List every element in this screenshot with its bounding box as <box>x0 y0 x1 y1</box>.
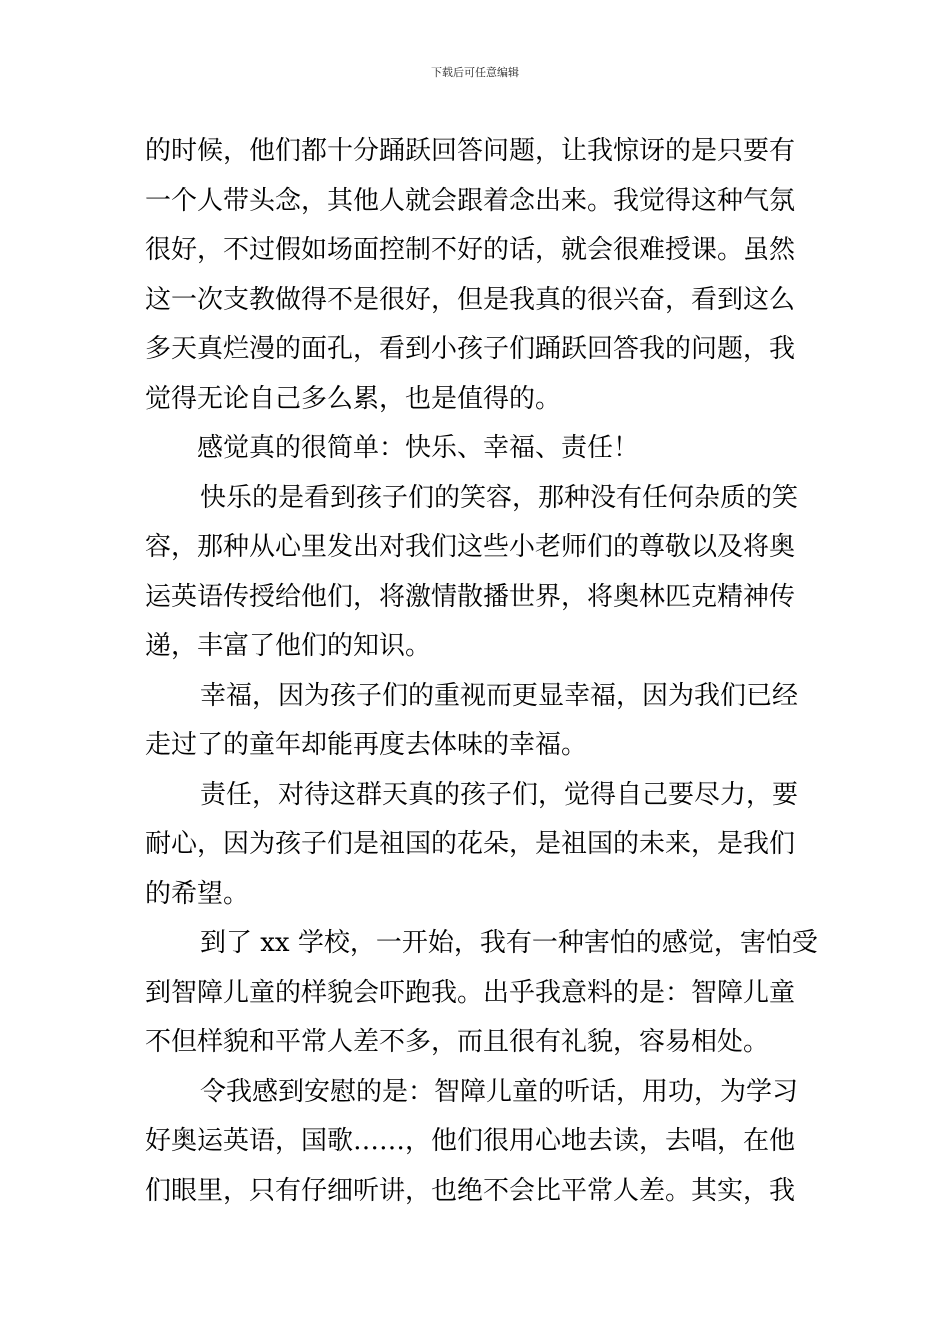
paragraph-start-line: 令我感到安慰的是：智障儿童的听话，用功，为学习 <box>200 1076 799 1107</box>
paragraph-start-line: 感觉真的很简单：快乐、幸福、责任！ <box>197 433 640 463</box>
text-line: 的时候，他们都十分踊跃回答问题，让我惊讶的是只要有 <box>145 136 796 166</box>
text-line: 们眼里，只有仔细听讲，也绝不会比平常人差。其实，我 <box>145 1175 796 1206</box>
paragraph-start-line: 幸福，因为孩子们的重视而更显幸福，因为我们已经 <box>200 680 799 711</box>
text-line: 的希望。 <box>145 878 250 909</box>
page-header: 下载后可任意编辑 <box>431 66 519 79</box>
text-line: 不但样貌和平常人差不多，而且很有礼貌，容易相处。 <box>145 1027 770 1057</box>
paragraph-start-line: 到了 xx 学校，一开始，我有一种害怕的感觉，害怕受 <box>200 928 818 958</box>
text-line: 到智障儿童的样貌会吓跑我。出乎我意料的是：智障儿童 <box>145 977 796 1008</box>
text-line: 多天真烂漫的面孔，看到小孩子们踊跃回答我的问题，我 <box>145 334 796 364</box>
text-line: 容，那种从心里发出对我们这些小老师们的尊敬以及将奥 <box>145 532 796 562</box>
text-line: 很好，不过假如场面控制不好的话，就会很难授课。虽然 <box>145 235 796 265</box>
text-line: 运英语传授给他们，将激情散播世界，将奥林匹克精神传 <box>145 581 796 612</box>
text-line: 递，丰富了他们的知识。 <box>145 631 432 661</box>
text-line: 一个人带头念，其他人就会跟着念出来。我觉得这种气氛 <box>145 185 796 216</box>
text-line: 这一次支教做得不是很好，但是我真的很兴奋，看到这么 <box>145 284 796 315</box>
paragraph-start-line: 责任，对待这群天真的孩子们，觉得自己要尽力，要 <box>200 779 799 810</box>
text-line: 走过了的童年却能再度去体味的幸福。 <box>145 730 588 760</box>
text-line: 好奥运英语，国歌……，他们很用心地去读，去唱，在他 <box>145 1126 796 1156</box>
document-body <box>145 127 818 1216</box>
text-line: 觉得无论自己多么累，也是值得的。 <box>145 383 562 414</box>
paragraph-start-line: 快乐的是看到孩子们的笑容，那种没有任何杂质的笑 <box>200 482 799 513</box>
text-line: 耐心，因为孩子们是祖国的花朵，是祖国的未来，是我们 <box>145 829 796 859</box>
